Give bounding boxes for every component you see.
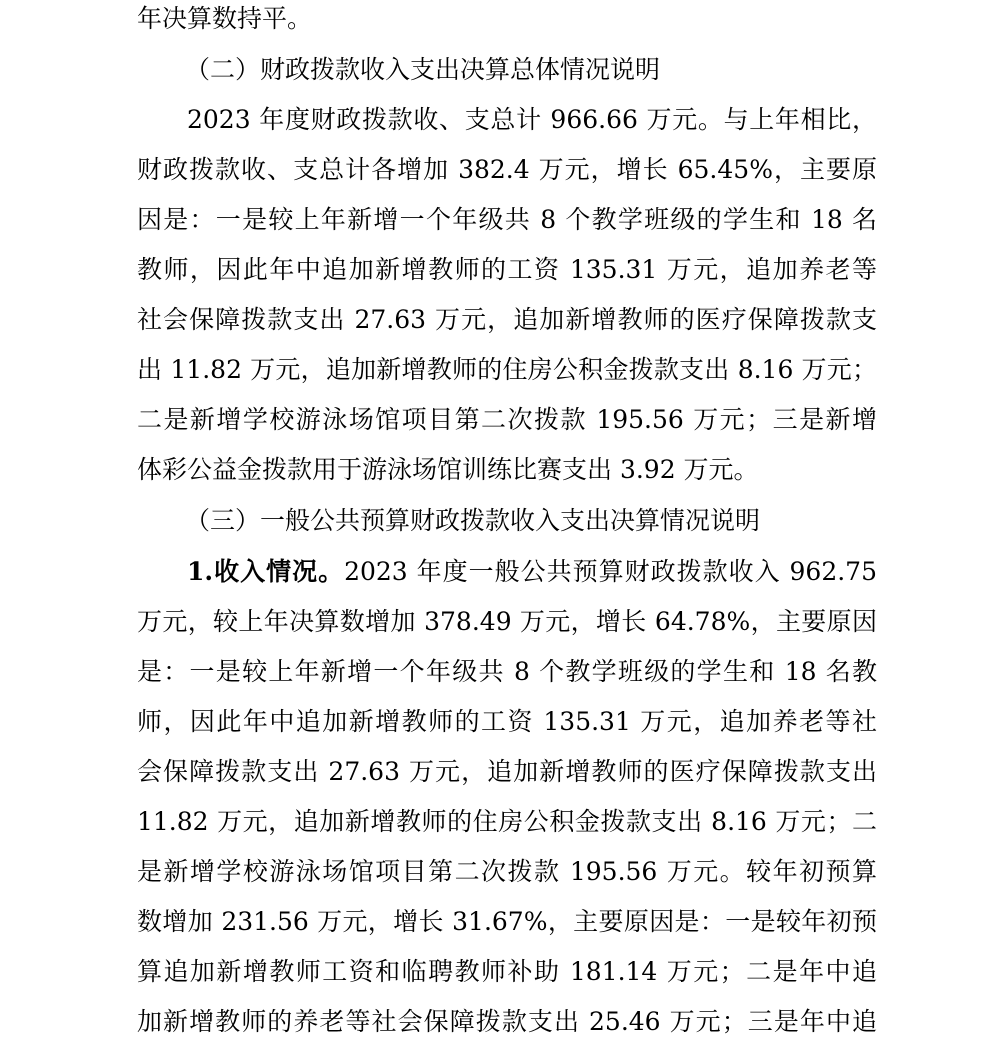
- paragraph-line: 是新增学校游泳场馆项目第二次拨款 195.56 万元。较年初预算: [137, 857, 877, 886]
- paragraph-line-first: [187, 547, 877, 597]
- paragraph-line: 算追加新增教师工资和临聘教师补助 181.14 万元；二是年中追: [137, 957, 877, 986]
- section-heading-3: （三）一般公共预算财政拨款收入支出决算情况说明: [185, 506, 761, 535]
- paragraph-line: 社会保障拨款支出 27.63 万元，追加新增教师的医疗保障拨款支: [137, 305, 877, 334]
- paragraph-line: 是：一是较上年新增一个年级共 8 个教学班级的学生和 18 名教: [137, 657, 877, 686]
- paragraph-line: 11.82 万元，追加新增教师的住房公积金拨款支出 8.16 万元；二: [137, 807, 877, 836]
- paragraph-line: 年决算数持平。: [137, 4, 313, 33]
- paragraph-line: 出 11.82 万元，追加新增教师的住房公积金拨款支出 8.16 万元；: [137, 355, 877, 384]
- paragraph-line: 财政拨款收、支总计各增加 382.4 万元，增长 65.45%，主要原: [137, 155, 877, 184]
- paragraph-line: 加新增教师的养老等社会保障拨款支出 25.46 万元；三是年中追: [137, 1007, 877, 1036]
- paragraph-line: 二是新增学校游泳场馆项目第二次拨款 195.56 万元；三是新增: [137, 405, 877, 434]
- paragraph-line: 2023 年度财政拨款收、支总计 966.66 万元。与上年相比，: [187, 105, 877, 134]
- paragraph-line: 师，因此年中追加新增教师的工资 135.31 万元，追加养老等社: [137, 707, 877, 736]
- paragraph-line: 万元，较上年决算数增加 378.49 万元，增长 64.78%，主要原因: [137, 607, 877, 636]
- paragraph-lead: 1.收入情况。: [187, 557, 345, 586]
- paragraph-line: 数增加 231.56 万元，增长 31.67%，主要原因是：一是较年初预: [137, 907, 877, 936]
- section-heading-2: （二）财政拨款收入支出决算总体情况说明: [185, 55, 661, 84]
- paragraph-line: 会保障拨款支出 27.63 万元，追加新增教师的医疗保障拨款支出: [137, 757, 877, 786]
- paragraph-first-rest: 2023 年度一般公共预算财政拨款收入 962.75: [344, 557, 877, 586]
- paragraph-line: 教师，因此年中追加新增教师的工资 135.31 万元，追加养老等: [137, 255, 877, 284]
- paragraph-line: 因是：一是较上年新增一个年级共 8 个教学班级的学生和 18 名: [137, 205, 877, 234]
- paragraph-line: 体彩公益金拨款用于游泳场馆训练比赛支出 3.92 万元。: [137, 455, 759, 484]
